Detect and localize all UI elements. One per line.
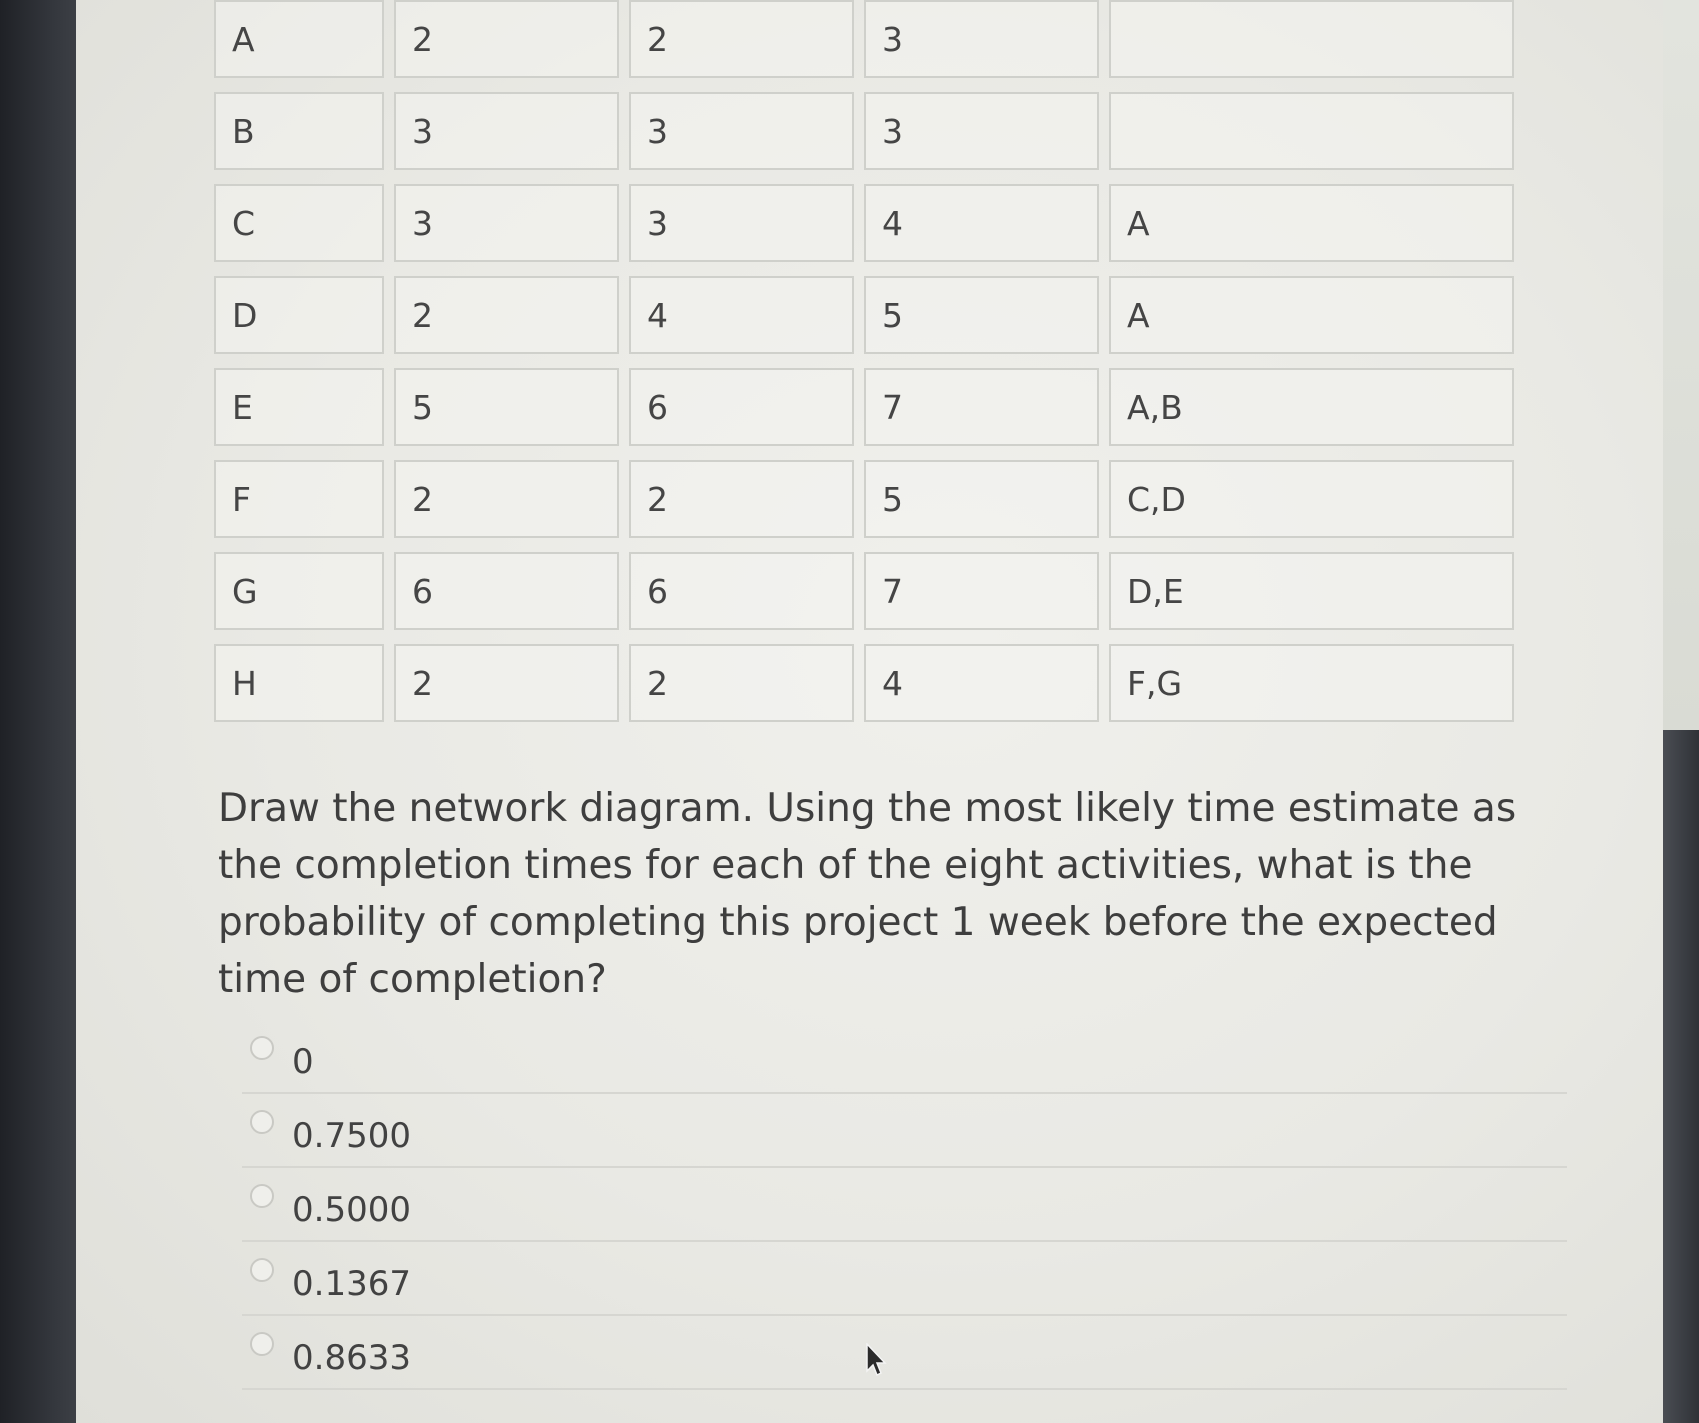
most-likely-cell: 2 xyxy=(629,0,854,78)
table-row xyxy=(214,460,1514,538)
most-likely-cell: 6 xyxy=(629,552,854,630)
radio-button[interactable] xyxy=(250,1258,274,1282)
answer-option-label: 0.8633 xyxy=(292,1338,411,1378)
pessimistic-cell: 4 xyxy=(864,644,1099,722)
screen-edge xyxy=(1663,0,1699,730)
table-row xyxy=(214,552,1514,630)
optimistic-cell: 2 xyxy=(394,644,619,722)
table-row xyxy=(214,368,1514,446)
pessimistic-cell: 3 xyxy=(864,0,1099,78)
activity-cell: F xyxy=(214,460,384,538)
answer-option[interactable] xyxy=(242,1316,1567,1390)
activity-cell: D xyxy=(214,276,384,354)
predecessor-cell: F,G xyxy=(1109,644,1514,722)
answer-option[interactable] xyxy=(242,1020,1567,1094)
answer-option-label: 0 xyxy=(292,1042,314,1082)
monitor-bezel-left xyxy=(0,0,76,1423)
radio-button[interactable] xyxy=(250,1184,274,1208)
radio-button[interactable] xyxy=(250,1110,274,1134)
optimistic-cell: 2 xyxy=(394,460,619,538)
pessimistic-cell: 5 xyxy=(864,460,1099,538)
table-row xyxy=(214,276,1514,354)
optimistic-cell: 5 xyxy=(394,368,619,446)
predecessor-cell: A xyxy=(1109,184,1514,262)
radio-button[interactable] xyxy=(250,1036,274,1060)
most-likely-cell: 3 xyxy=(629,92,854,170)
most-likely-cell: 2 xyxy=(629,460,854,538)
answer-option-label: 0.5000 xyxy=(292,1190,411,1230)
activity-cell: B xyxy=(214,92,384,170)
activity-cell: H xyxy=(214,644,384,722)
activity-cell: C xyxy=(214,184,384,262)
most-likely-cell: 3 xyxy=(629,184,854,262)
optimistic-cell: 2 xyxy=(394,276,619,354)
monitor-bezel-right xyxy=(1663,730,1699,1423)
activity-table xyxy=(204,0,1524,736)
optimistic-cell: 3 xyxy=(394,92,619,170)
pessimistic-cell: 4 xyxy=(864,184,1099,262)
pessimistic-cell: 5 xyxy=(864,276,1099,354)
pessimistic-cell: 3 xyxy=(864,92,1099,170)
optimistic-cell: 2 xyxy=(394,0,619,78)
most-likely-cell: 4 xyxy=(629,276,854,354)
table-row xyxy=(214,184,1514,262)
most-likely-cell: 6 xyxy=(629,368,854,446)
table-row xyxy=(214,0,1514,78)
answer-options xyxy=(242,1020,1567,1390)
table-row xyxy=(214,92,1514,170)
predecessor-cell: D,E xyxy=(1109,552,1514,630)
quiz-page xyxy=(76,0,1663,1423)
activity-cell: E xyxy=(214,368,384,446)
optimistic-cell: 6 xyxy=(394,552,619,630)
answer-option[interactable] xyxy=(242,1242,1567,1316)
predecessor-cell: C,D xyxy=(1109,460,1514,538)
question-text: Draw the network diagram. Using the most likely time estimate as the completion times for each of the eight activities, what is the probability of completing this project 1 week before the expected time of completion? xyxy=(218,786,1517,1002)
answer-option[interactable] xyxy=(242,1168,1567,1242)
answer-option-label: 0.1367 xyxy=(292,1264,411,1304)
most-likely-cell: 2 xyxy=(629,644,854,722)
answer-option[interactable] xyxy=(242,1094,1567,1168)
pessimistic-cell: 7 xyxy=(864,552,1099,630)
radio-button[interactable] xyxy=(250,1332,274,1356)
pessimistic-cell: 7 xyxy=(864,368,1099,446)
optimistic-cell: 3 xyxy=(394,184,619,262)
activity-cell: G xyxy=(214,552,384,630)
mouse-pointer-icon xyxy=(866,1343,888,1377)
answer-option-label: 0.7500 xyxy=(292,1116,411,1156)
predecessor-cell: A,B xyxy=(1109,368,1514,446)
predecessor-cell xyxy=(1109,92,1514,170)
table-row xyxy=(214,644,1514,722)
predecessor-cell: A xyxy=(1109,276,1514,354)
predecessor-cell xyxy=(1109,0,1514,78)
activity-cell: A xyxy=(214,0,384,78)
